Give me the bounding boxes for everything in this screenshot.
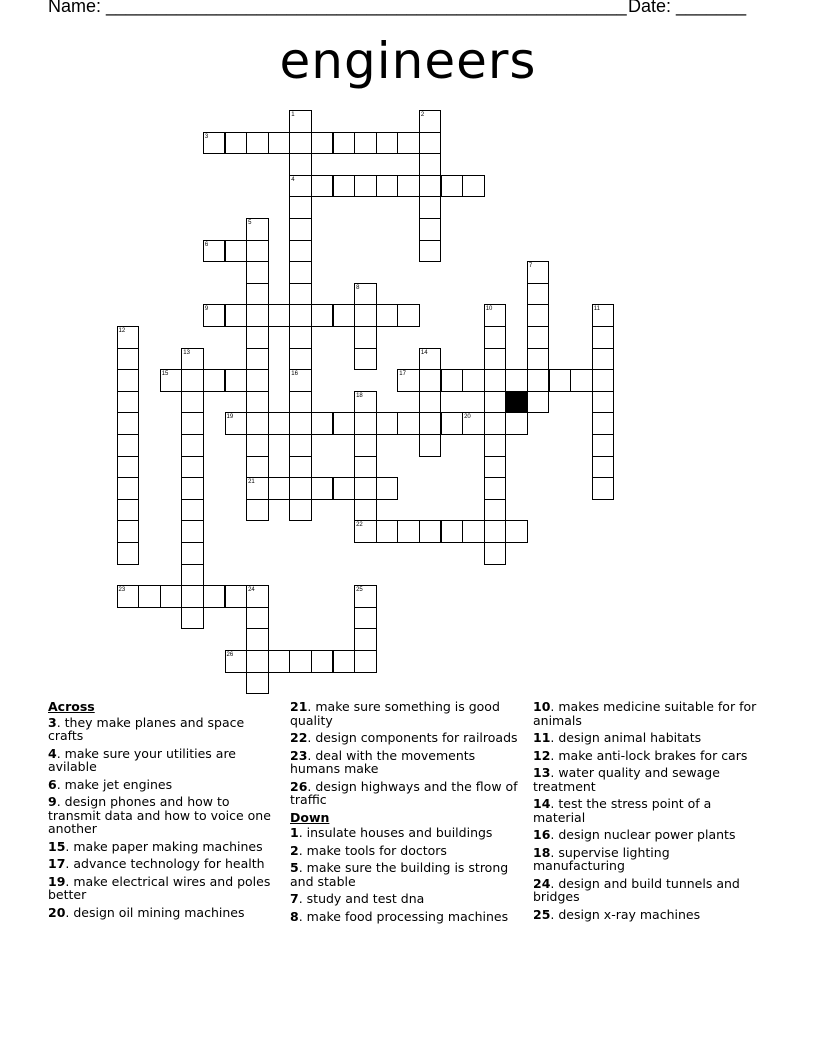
grid-cell[interactable]	[505, 412, 528, 435]
grid-cell[interactable]	[268, 304, 291, 327]
name-label: Name:	[48, 0, 102, 16]
clue-number: 16	[533, 827, 551, 842]
cell-number: 25	[356, 587, 363, 594]
grid-cell[interactable]	[289, 391, 312, 414]
down-clue-14: 14. test the stress point of a material	[533, 796, 712, 825]
down-clue-10: 10. makes medicine suitable for for animals	[533, 699, 757, 728]
grid-cell[interactable]	[354, 628, 377, 651]
grid-cell[interactable]	[246, 348, 269, 371]
across-clue-3: 3. they make planes and space crafts	[48, 714, 245, 743]
grid-cell[interactable]	[246, 412, 269, 435]
down-clue-7: 7. study and test dna	[290, 891, 425, 906]
across-heading: Across	[48, 699, 95, 714]
grid-cell[interactable]	[311, 132, 334, 155]
name-line[interactable]: ____________________________________________________	[106, 0, 627, 16]
grid-block	[505, 391, 528, 414]
cell-number: 16	[291, 371, 298, 378]
grid-cell[interactable]	[117, 585, 140, 608]
grid-cell[interactable]	[354, 412, 377, 435]
grid-cell[interactable]	[311, 650, 334, 673]
clue-number: 2	[290, 842, 299, 858]
grid-cell[interactable]	[419, 434, 442, 457]
grid-cell[interactable]	[592, 412, 615, 435]
grid-cell[interactable]	[592, 348, 615, 371]
grid-cell[interactable]	[246, 261, 269, 284]
grid-cell[interactable]	[376, 520, 399, 543]
across-clue-4: 4. make sure your utilities are avilable	[48, 745, 237, 774]
grid-cell[interactable]	[333, 132, 356, 155]
grid-cell[interactable]	[289, 132, 312, 155]
grid-cell[interactable]	[397, 412, 420, 435]
grid-cell[interactable]	[203, 240, 226, 263]
grid-cell[interactable]	[441, 412, 464, 435]
grid-cell[interactable]	[592, 304, 615, 327]
cell-number: 7	[528, 263, 533, 270]
down-clue-12: 12. make anti-lock brakes for cars	[533, 747, 748, 763]
clue-number: 24	[533, 875, 551, 891]
grid-cell[interactable]	[246, 650, 269, 673]
grid-cell[interactable]	[246, 391, 269, 414]
grid-cell[interactable]	[117, 434, 140, 457]
grid-cell[interactable]	[225, 412, 248, 435]
grid-cell[interactable]	[462, 520, 485, 543]
grid-cell[interactable]	[505, 520, 528, 543]
grid-cell[interactable]	[117, 542, 140, 565]
date-line[interactable]: _______	[676, 0, 747, 16]
grid-cell[interactable]	[246, 477, 269, 500]
grid-cell[interactable]	[289, 369, 312, 392]
grid-cell[interactable]	[376, 132, 399, 155]
grid-cell[interactable]	[117, 520, 140, 543]
cell-number: 2	[420, 112, 425, 118]
grid-cell[interactable]	[527, 283, 550, 306]
grid-cell[interactable]	[160, 585, 183, 608]
grid-cell[interactable]	[225, 369, 248, 392]
clues-down-column-3	[533, 700, 763, 925]
clue-number: 25	[533, 906, 551, 922]
grid-cell[interactable]	[246, 283, 269, 306]
clue-text: make electrical wires and poles better	[48, 873, 271, 902]
grid-cell[interactable]	[354, 175, 377, 198]
grid-cell[interactable]	[570, 369, 593, 392]
date-label: Date:	[628, 0, 672, 16]
grid-cell[interactable]	[419, 175, 442, 198]
grid-cell[interactable]	[354, 477, 377, 500]
across-clue-19: 19. make electrical wires and poles better	[48, 873, 271, 902]
grid-cell[interactable]	[289, 650, 312, 673]
across-clue-22: 22. design components for railroads	[290, 730, 518, 745]
grid-cell[interactable]	[117, 391, 140, 414]
grid-cell[interactable]	[181, 564, 204, 587]
grid-cell[interactable]	[289, 283, 312, 306]
grid-cell[interactable]	[246, 369, 269, 392]
grid-cell[interactable]	[225, 304, 248, 327]
grid-cell[interactable]	[354, 456, 377, 479]
grid-cell[interactable]	[441, 175, 464, 198]
clue-text: insulate houses and buildings	[306, 825, 493, 840]
clue-number: 1	[290, 825, 299, 840]
grid-cell[interactable]	[527, 391, 550, 414]
grid-cell[interactable]	[268, 477, 291, 500]
clue-number: 17	[48, 856, 66, 871]
cell-number: 26	[226, 652, 234, 658]
clue-text: make sure your utilities are avilable	[48, 745, 237, 774]
grid-cell[interactable]	[246, 628, 269, 651]
grid-cell[interactable]	[333, 304, 356, 327]
across-clue-20: 20. design oil mining machines	[48, 904, 245, 920]
clue-text: make tools for doctors	[306, 842, 447, 858]
cell-number: 10	[485, 306, 493, 313]
grid-cell[interactable]	[225, 132, 248, 155]
clue-number: 6	[48, 776, 57, 792]
grid-cell[interactable]	[376, 412, 399, 435]
grid-cell[interactable]	[354, 391, 377, 414]
grid-cell[interactable]	[181, 477, 204, 500]
cell-number: 6	[204, 241, 209, 248]
cell-number: 1	[291, 112, 295, 118]
cell-number: 5	[248, 220, 252, 226]
clue-text: design oil mining machines	[73, 904, 245, 920]
grid-cell[interactable]	[484, 326, 507, 349]
grid-cell[interactable]	[181, 434, 204, 457]
clue-text: test the stress point of a material	[533, 796, 712, 825]
grid-cell[interactable]	[505, 369, 528, 392]
grid-cell[interactable]	[376, 175, 399, 198]
grid-cell[interactable]	[117, 456, 140, 479]
grid-cell[interactable]	[549, 369, 572, 392]
grid-cell[interactable]	[117, 499, 140, 522]
grid-cell[interactable]	[592, 434, 615, 457]
clue-number: 10	[533, 699, 551, 714]
clue-text: make sure something is good quality	[290, 699, 500, 728]
grid-cell[interactable]	[592, 391, 615, 414]
grid-cell[interactable]	[333, 175, 356, 198]
grid-cell[interactable]	[419, 196, 442, 219]
grid-cell[interactable]	[419, 218, 442, 241]
grid-cell[interactable]	[397, 369, 420, 392]
clue-number: 7	[290, 891, 299, 906]
grid-cell[interactable]	[181, 585, 204, 608]
grid-cell[interactable]	[419, 412, 442, 435]
grid-cell[interactable]	[354, 348, 377, 371]
cell-number: 13	[183, 349, 190, 356]
clue-text: make food processing machines	[306, 908, 509, 924]
clue-text: design animal habitats	[558, 730, 702, 745]
grid-cell[interactable]	[117, 412, 140, 435]
clues-column-2	[290, 700, 518, 927]
grid-cell[interactable]	[419, 153, 442, 176]
grid-cell[interactable]	[354, 132, 377, 155]
grid-cell[interactable]	[181, 456, 204, 479]
grid-cell[interactable]	[527, 261, 550, 284]
clue-number: 20	[48, 904, 66, 920]
grid-cell[interactable]	[246, 456, 269, 479]
grid-cell[interactable]	[289, 153, 312, 176]
down-heading: Down	[290, 809, 330, 825]
clue-number: 4	[48, 745, 57, 761]
grid-cell[interactable]	[592, 326, 615, 349]
grid-cell[interactable]	[354, 520, 377, 543]
clue-number: 5	[290, 860, 299, 875]
clue-number: 23	[290, 747, 308, 763]
grid-cell[interactable]	[484, 499, 507, 522]
grid-cell[interactable]	[484, 348, 507, 371]
clue-number: 3	[48, 714, 57, 730]
grid-cell[interactable]	[289, 434, 312, 457]
grid-cell[interactable]	[246, 499, 269, 522]
grid-cell[interactable]	[225, 585, 248, 608]
clue-number: 15	[48, 838, 66, 854]
down-clue-5: 5. make sure the building is strong and stable	[290, 860, 509, 889]
clue-text: design phones and how to transmit data and how to voice one another	[48, 794, 271, 836]
clue-text: study and test dna	[306, 891, 425, 906]
grid-cell[interactable]	[203, 585, 226, 608]
grid-cell[interactable]	[397, 520, 420, 543]
grid-cell[interactable]	[246, 304, 269, 327]
grid-cell[interactable]	[419, 348, 442, 371]
clue-number: 21	[290, 699, 308, 714]
grid-cell[interactable]	[376, 477, 399, 500]
grid-cell[interactable]	[246, 218, 269, 241]
grid-cell[interactable]	[592, 456, 615, 479]
clue-text: design x-ray machines	[558, 906, 701, 922]
grid-cell[interactable]	[484, 542, 507, 565]
grid-cell[interactable]	[181, 520, 204, 543]
page-title: engineers	[279, 32, 537, 90]
grid-cell[interactable]	[117, 477, 140, 500]
grid-cell[interactable]	[268, 412, 291, 435]
grid-cell[interactable]	[225, 240, 248, 263]
cell-number: 17	[399, 371, 406, 378]
grid-cell[interactable]	[311, 477, 334, 500]
grid-cell[interactable]	[246, 434, 269, 457]
grid-cell[interactable]	[333, 477, 356, 500]
grid-cell[interactable]	[354, 650, 377, 673]
cell-number: 3	[204, 133, 209, 140]
grid-cell[interactable]	[592, 369, 615, 392]
clue-number: 26	[290, 778, 308, 794]
clue-number: 8	[290, 908, 299, 924]
grid-cell[interactable]	[354, 283, 377, 306]
down-clue-2: 2. make tools for doctors	[290, 842, 447, 858]
grid-cell[interactable]	[203, 369, 226, 392]
down-clue-24: 24. design and build tunnels and bridges	[533, 875, 740, 904]
clue-text: design components for railroads	[315, 730, 518, 745]
grid-cell[interactable]	[484, 304, 507, 327]
grid-cell[interactable]	[246, 585, 269, 608]
grid-cell[interactable]	[246, 607, 269, 630]
across-clue-9: 9. design phones and how to transmit data and how to voice one another	[48, 794, 271, 836]
clue-number: 22	[290, 730, 308, 745]
grid-cell[interactable]	[289, 240, 312, 263]
grid-cell[interactable]	[117, 369, 140, 392]
grid-cell[interactable]	[181, 348, 204, 371]
clue-text: supervise lighting manufacturing	[533, 844, 670, 873]
grid-cell[interactable]	[354, 585, 377, 608]
clue-text: they make planes and space crafts	[48, 714, 245, 743]
clue-text: make jet engines	[64, 776, 173, 792]
grid-cell[interactable]	[289, 412, 312, 435]
cell-number: 9	[204, 306, 209, 313]
cell-number: 14	[420, 349, 428, 356]
grid-cell[interactable]	[268, 650, 291, 673]
grid-cell[interactable]	[527, 369, 550, 392]
across-clue-21: 21. make sure something is good quality	[290, 699, 500, 728]
grid-cell[interactable]	[376, 304, 399, 327]
grid-cell[interactable]	[441, 369, 464, 392]
grid-cell[interactable]	[138, 585, 161, 608]
grid-cell[interactable]	[289, 456, 312, 479]
grid-cell[interactable]	[181, 607, 204, 630]
clue-number: 12	[533, 747, 551, 763]
cell-number: 18	[356, 392, 363, 399]
clue-text: design highways and the flow of traffic	[290, 778, 518, 807]
grid-cell[interactable]	[419, 391, 442, 414]
grid-cell[interactable]	[441, 520, 464, 543]
clue-text: water quality and sewage treatment	[533, 765, 720, 794]
grid-cell[interactable]	[462, 175, 485, 198]
grid-cell[interactable]	[484, 434, 507, 457]
clue-number: 14	[533, 796, 551, 811]
grid-cell[interactable]	[289, 175, 312, 198]
grid-cell[interactable]	[527, 348, 550, 371]
grid-cell[interactable]	[484, 456, 507, 479]
grid-cell[interactable]	[419, 520, 442, 543]
grid-cell[interactable]	[592, 477, 615, 500]
clue-text: advance technology for health	[73, 856, 265, 871]
grid-cell[interactable]	[246, 240, 269, 263]
down-clue-1: 1. insulate houses and buildings	[290, 825, 493, 840]
down-clue-16: 16. design nuclear power plants	[533, 827, 736, 842]
grid-cell[interactable]	[397, 304, 420, 327]
grid-cell[interactable]	[333, 650, 356, 673]
grid-cell[interactable]	[397, 132, 420, 155]
grid-cell[interactable]	[289, 261, 312, 284]
clue-number: 13	[533, 765, 551, 780]
grid-cell[interactable]	[181, 542, 204, 565]
clue-text: deal with the movements humans make	[290, 747, 476, 776]
grid-cell[interactable]	[181, 499, 204, 522]
grid-cell[interactable]	[484, 477, 507, 500]
clue-number: 19	[48, 873, 66, 889]
down-clue-25: 25. design x-ray machines	[533, 906, 701, 922]
grid-cell[interactable]	[462, 412, 485, 435]
grid-cell[interactable]	[397, 175, 420, 198]
clue-text: design nuclear power plants	[558, 827, 736, 842]
grid-cell[interactable]	[268, 132, 291, 155]
down-clue-8: 8. make food processing machines	[290, 908, 509, 924]
cell-number: 4	[291, 176, 295, 183]
across-clue-6: 6. make jet engines	[48, 776, 173, 792]
grid-cell[interactable]	[246, 132, 269, 155]
grid-cell[interactable]	[354, 607, 377, 630]
grid-cell[interactable]	[527, 326, 550, 349]
grid-cell[interactable]	[484, 369, 507, 392]
across-clue-15: 15. make paper making machines	[48, 838, 263, 854]
down-clue-13: 13. water quality and sewage treatment	[533, 765, 720, 794]
grid-cell[interactable]	[181, 369, 204, 392]
grid-cell[interactable]	[333, 412, 356, 435]
clues-across-column-1	[48, 700, 278, 923]
grid-cell[interactable]	[354, 434, 377, 457]
down-clue-11: 11. design animal habitats	[533, 730, 702, 745]
grid-cell[interactable]	[354, 326, 377, 349]
cell-number: 19	[226, 414, 234, 421]
across-clue-23: 23. deal with the movements humans make	[290, 747, 476, 776]
down-clue-18: 18. supervise lighting manufacturing	[533, 844, 670, 873]
cell-number: 21	[248, 479, 255, 486]
grid-cell[interactable]	[289, 304, 312, 327]
cell-number: 12	[118, 328, 126, 334]
clue-number: 11	[533, 730, 551, 745]
grid-cell[interactable]	[289, 477, 312, 500]
grid-cell[interactable]	[181, 412, 204, 435]
grid-cell[interactable]	[289, 348, 312, 371]
cell-number: 23	[118, 587, 126, 594]
grid-cell[interactable]	[311, 304, 334, 327]
grid-cell[interactable]	[419, 369, 442, 392]
grid-cell[interactable]	[289, 218, 312, 241]
grid-cell[interactable]	[181, 391, 204, 414]
clue-text: make anti-lock brakes for cars	[558, 747, 748, 763]
across-clue-17: 17. advance technology for health	[48, 856, 265, 871]
cell-number: 24	[248, 587, 255, 594]
grid-cell[interactable]	[311, 412, 334, 435]
grid-cell[interactable]	[354, 499, 377, 522]
cell-number: 11	[593, 306, 600, 313]
grid-cell[interactable]	[289, 196, 312, 219]
clue-text: make sure the building is strong and stable	[290, 860, 509, 889]
across-clue-26: 26. design highways and the flow of traffic	[290, 778, 518, 807]
grid-cell[interactable]	[117, 348, 140, 371]
clue-text: make paper making machines	[73, 838, 263, 854]
grid-cell[interactable]	[484, 520, 507, 543]
grid-cell[interactable]	[462, 369, 485, 392]
cell-number: 15	[161, 371, 169, 378]
grid-cell[interactable]	[160, 369, 183, 392]
grid-cell[interactable]	[419, 110, 442, 133]
grid-cell[interactable]	[484, 412, 507, 435]
grid-cell[interactable]	[203, 304, 226, 327]
grid-cell[interactable]	[311, 175, 334, 198]
grid-cell[interactable]	[354, 304, 377, 327]
grid-cell[interactable]	[289, 326, 312, 349]
grid-cell[interactable]	[203, 132, 226, 155]
grid-cell[interactable]	[527, 304, 550, 327]
grid-cell[interactable]	[484, 391, 507, 414]
grid-cell[interactable]	[225, 650, 248, 673]
clue-number: 9	[48, 794, 57, 809]
grid-cell[interactable]	[246, 326, 269, 349]
grid-cell[interactable]	[419, 240, 442, 263]
cell-number: 20	[464, 414, 471, 421]
clue-text: design and build tunnels and bridges	[533, 875, 740, 904]
cell-number: 22	[356, 522, 363, 529]
grid-cell[interactable]	[289, 499, 312, 522]
clue-number: 18	[533, 844, 551, 860]
grid-cell[interactable]	[419, 132, 442, 155]
cell-number: 8	[356, 284, 360, 291]
grid-cell[interactable]	[289, 110, 312, 133]
clue-text: makes medicine suitable for for animals	[533, 699, 757, 728]
grid-cell[interactable]	[246, 672, 269, 695]
grid-cell[interactable]	[117, 326, 140, 349]
